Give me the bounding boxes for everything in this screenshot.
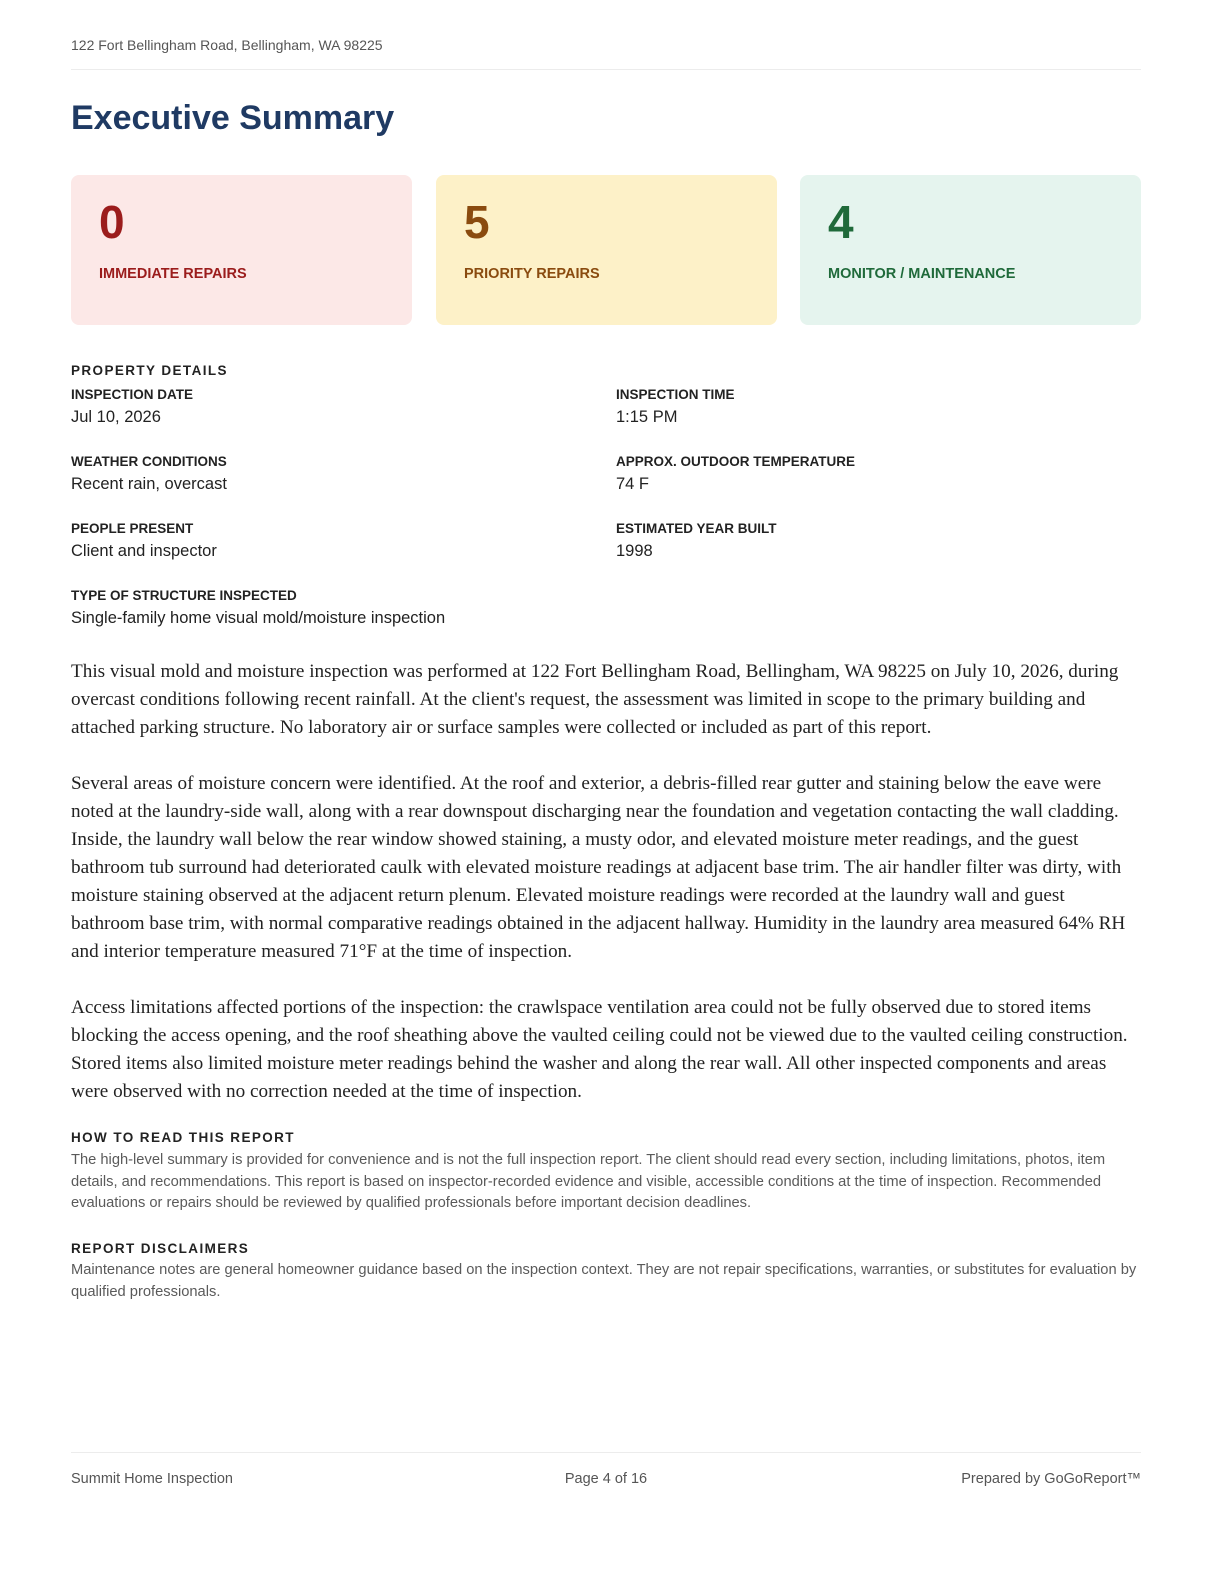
weather-label: WEATHER CONDITIONS: [71, 454, 227, 469]
weather-field: [71, 454, 571, 494]
footer-page-number: Page 4 of 16: [564, 1471, 648, 1487]
temperature-label: APPROX. OUTDOOR TEMPERATURE: [616, 454, 856, 469]
how-to-read-heading: HOW TO READ THIS REPORT: [71, 1130, 295, 1145]
inspection-time-field: [616, 387, 1116, 427]
summary-cards: [71, 175, 1141, 325]
inspection-date-value: Jul 10, 2026: [71, 408, 161, 426]
people-present-field: [71, 521, 571, 561]
disclaimers-heading: REPORT DISCLAIMERS: [71, 1241, 250, 1256]
page-header: [71, 37, 1141, 70]
temperature-value: 74 F: [616, 475, 650, 493]
inspection-date-field: [71, 387, 571, 427]
priority-repairs-count: 5: [464, 196, 490, 248]
footer-company: Summit Home Inspection: [71, 1471, 233, 1487]
inspection-time-label: INSPECTION TIME: [616, 387, 735, 402]
monitor-maintenance-count: 4: [828, 196, 854, 248]
report-page: [71, 0, 1141, 1584]
year-built-field: [616, 521, 1116, 561]
disclaimers-text: Maintenance notes are general homeowner guidance based on the inspection context. They are not repair specifications, warranties, or substitutes for evaluation by qualified professionals.: [71, 1262, 1137, 1300]
page-title: Executive Summary: [71, 99, 395, 137]
summary-paragraph: This visual mold and moisture inspection was performed at 122 Fort Bellingham Road, Bellingham, WA 98225 on July 10, 2026, during overcast conditions following recent rainfall. At the client's request, the assessment was limited in scope to the primary building and attached parking structure. No laboratory air or surface samples were collected or included as part of this report.: [71, 661, 1119, 738]
structure-type-label: TYPE OF STRUCTURE INSPECTED: [71, 588, 297, 603]
summary-paragraph: Access limitations affected portions of the inspection: the crawlspace ventilation area could not be fully observed due to stored items blocking the access opening, and the roof sheathing above the vaulted ceiling could not be viewed due to the vaulted ceiling construction. Stored items also limited moisture meter readings behind the washer and along the rear wall. All other inspected components and areas were observed with no correction needed at the time of inspection.: [71, 997, 1128, 1102]
immediate-repairs-label: IMMEDIATE REPAIRS: [99, 266, 247, 282]
inspection-time-value: 1:15 PM: [616, 408, 678, 426]
page-footer: [71, 1452, 1141, 1487]
weather-value: Recent rain, overcast: [71, 475, 227, 493]
year-built-label: ESTIMATED YEAR BUILT: [616, 521, 777, 536]
structure-type-field: [71, 588, 971, 628]
immediate-repairs-count: 0: [99, 196, 125, 248]
structure-type-value: Single-family home visual mold/moisture inspection: [71, 609, 446, 627]
priority-repairs-card: [436, 175, 777, 325]
property-details-heading: PROPERTY DETAILS: [71, 363, 228, 378]
summary-paragraph: Several areas of moisture concern were identified. At the roof and exterior, a debris-filled rear gutter and staining below the eave were noted at the laundry-side wall, along with a rear downspout discharging near the foundation and vegetation contacting the wall cladding. Inside, the laundry wall below the rear window showed staining, a musty odor, and elevated moisture meter readings, and the guest bathroom tub surround had deteriorated caulk with elevated moisture readings at adjacent base trim. The air handler filter was dirty, with moisture staining observed at the adjacent return plenum. Elevated moisture readings were recorded at the laundry wall and guest bathroom base trim, with normal comparative readings obtained in the adjacent hallway. Humidity in the laundry area measured 64% RH and interior temperature measured 71°F at the time of inspection.: [71, 773, 1126, 962]
people-present-label: PEOPLE PRESENT: [71, 521, 194, 536]
priority-repairs-label: PRIORITY REPAIRS: [464, 266, 600, 282]
header-address: 122 Fort Bellingham Road, Bellingham, WA 98225: [71, 37, 383, 53]
monitor-maintenance-label: MONITOR / MAINTENANCE: [828, 266, 1016, 282]
summary-body: [71, 658, 1141, 1134]
footer-prepared-by: Prepared by GoGoReport™: [961, 1471, 1141, 1487]
temperature-field: [616, 454, 1116, 494]
how-to-read-text: The high-level summary is provided for convenience and is not the full inspection report. The client should read every section, including limitations, photos, item details, and recommendations. This report is based on inspector-recorded evidence and visible, accessible conditions at the time of inspection. Recommended evaluations or repairs should be reviewed by qualified professionals before important decision deadlines.: [71, 1152, 1106, 1211]
people-present-value: Client and inspector: [71, 542, 217, 560]
inspection-date-label: INSPECTION DATE: [71, 387, 194, 402]
monitor-maintenance-card: [800, 175, 1141, 325]
immediate-repairs-card: [71, 175, 412, 325]
year-built-value: 1998: [616, 542, 653, 560]
